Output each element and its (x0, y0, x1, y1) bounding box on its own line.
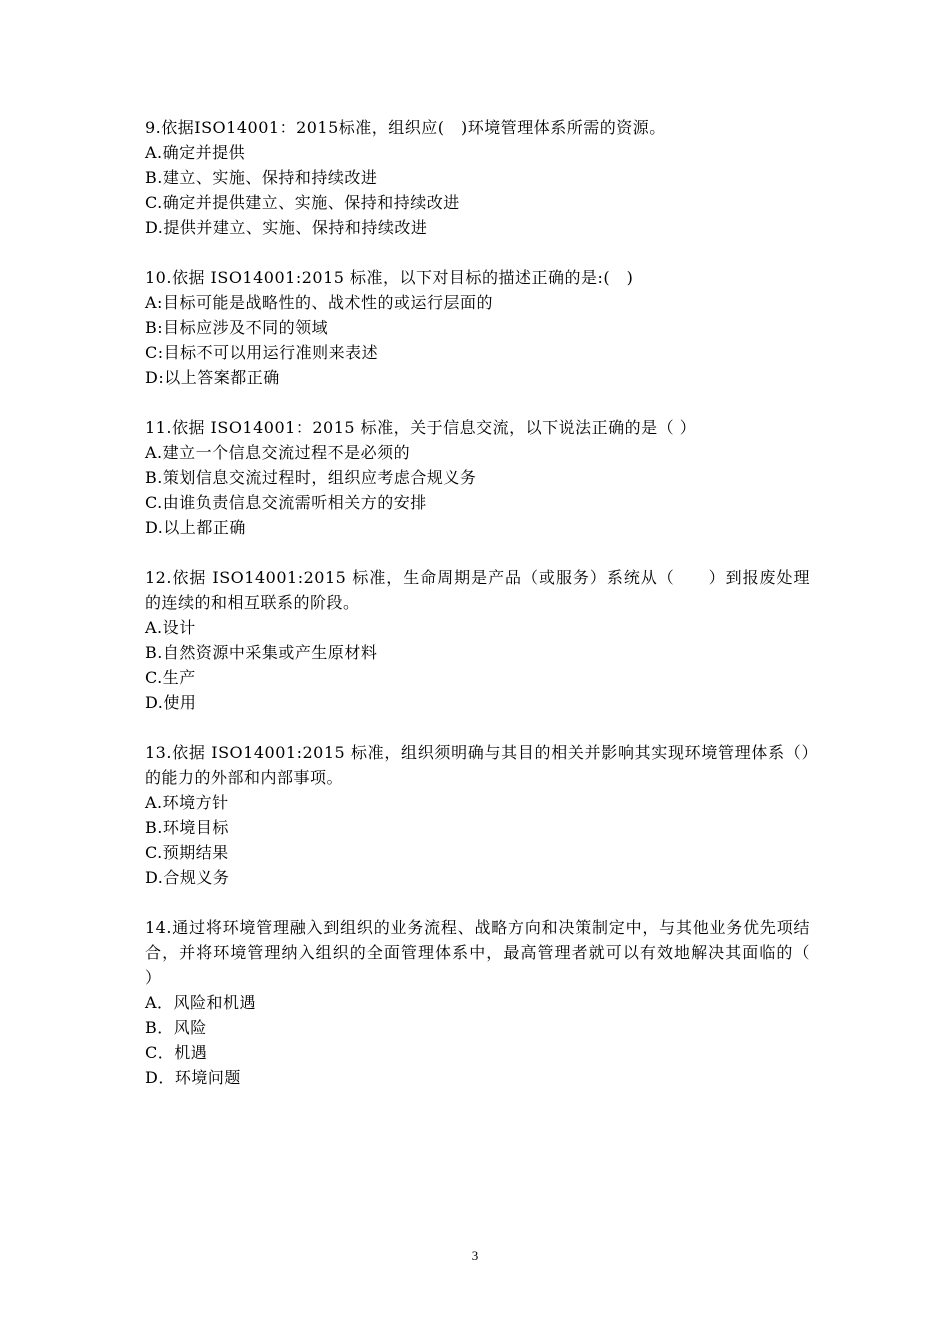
question-stem: 13.依据 ISO14001:2015 标准，组织须明确与其目的相关并影响其实现环境管理体系（）的能力的外部和内部事项。 (145, 743, 810, 787)
option-a: A.建立一个信息交流过程不是必须的 (145, 443, 411, 462)
option-d: D.合规义务 (145, 868, 230, 887)
option-a: A.设计 (145, 618, 196, 637)
question-14 (145, 915, 860, 1090)
question-12 (145, 565, 810, 715)
option-a: A:目标可能是战略性的、战术性的或运行层面的 (145, 293, 493, 312)
page-number: 3 (471, 1248, 479, 1263)
option-a: A.确定并提供 (145, 143, 246, 162)
option-b: B.环境目标 (145, 818, 229, 837)
option-c: C.确定并提供建立、实施、保持和持续改进 (145, 193, 460, 212)
question-stem: 9.依据ISO14001：2015标准，组织应( )环境管理体系所需的资源。 (145, 118, 666, 137)
option-c: C:目标不可以用运行准则来表述 (145, 343, 379, 362)
option-c: C.预期结果 (145, 843, 229, 862)
option-d: D．环境问题 (145, 1068, 241, 1087)
question-13 (145, 740, 810, 890)
question-9 (145, 115, 810, 240)
option-a: A.环境方针 (145, 793, 229, 812)
question-stem: 12.依据 ISO14001:2015 标准，生命周期是产品（或服务）系统从（ ）到报废处理的连续的和相互联系的阶段。 (145, 568, 810, 612)
question-11 (145, 415, 810, 540)
option-a: A．风险和机遇 (145, 993, 257, 1012)
question-list (145, 115, 860, 1115)
option-b: B.建立、实施、保持和持续改进 (145, 168, 378, 187)
option-b: B．风险 (145, 1018, 207, 1037)
option-c: C.由谁负责信息交流需听相关方的安排 (145, 493, 427, 512)
option-c: C．机遇 (145, 1043, 208, 1062)
option-c: C.生产 (145, 668, 196, 687)
question-stem: 10.依据 ISO14001:2015 标准，以下对目标的描述正确的是:( ) (145, 268, 634, 287)
option-d: D.使用 (145, 693, 197, 712)
question-10 (145, 265, 810, 390)
option-b: B.自然资源中采集或产生原材料 (145, 643, 378, 662)
option-b: B:目标应涉及不同的领域 (145, 318, 329, 337)
option-b: B.策划信息交流过程时，组织应考虑合规义务 (145, 468, 477, 487)
option-d: D:以上答案都正确 (145, 368, 280, 387)
question-stem: 11.依据 ISO14001：2015 标准，关于信息交流，以下说法正确的是（ ） (145, 418, 697, 437)
question-stem: 14.通过将环境管理融入到组织的业务流程、战略方向和决策制定中，与其他业务优先项结合，并将环境管理纳入组织的全面管理体系中，最高管理者就可以有效地解决其面临的（ ） (145, 918, 860, 987)
option-d: D.提供并建立、实施、保持和持续改进 (145, 218, 428, 237)
option-d: D.以上都正确 (145, 518, 246, 537)
